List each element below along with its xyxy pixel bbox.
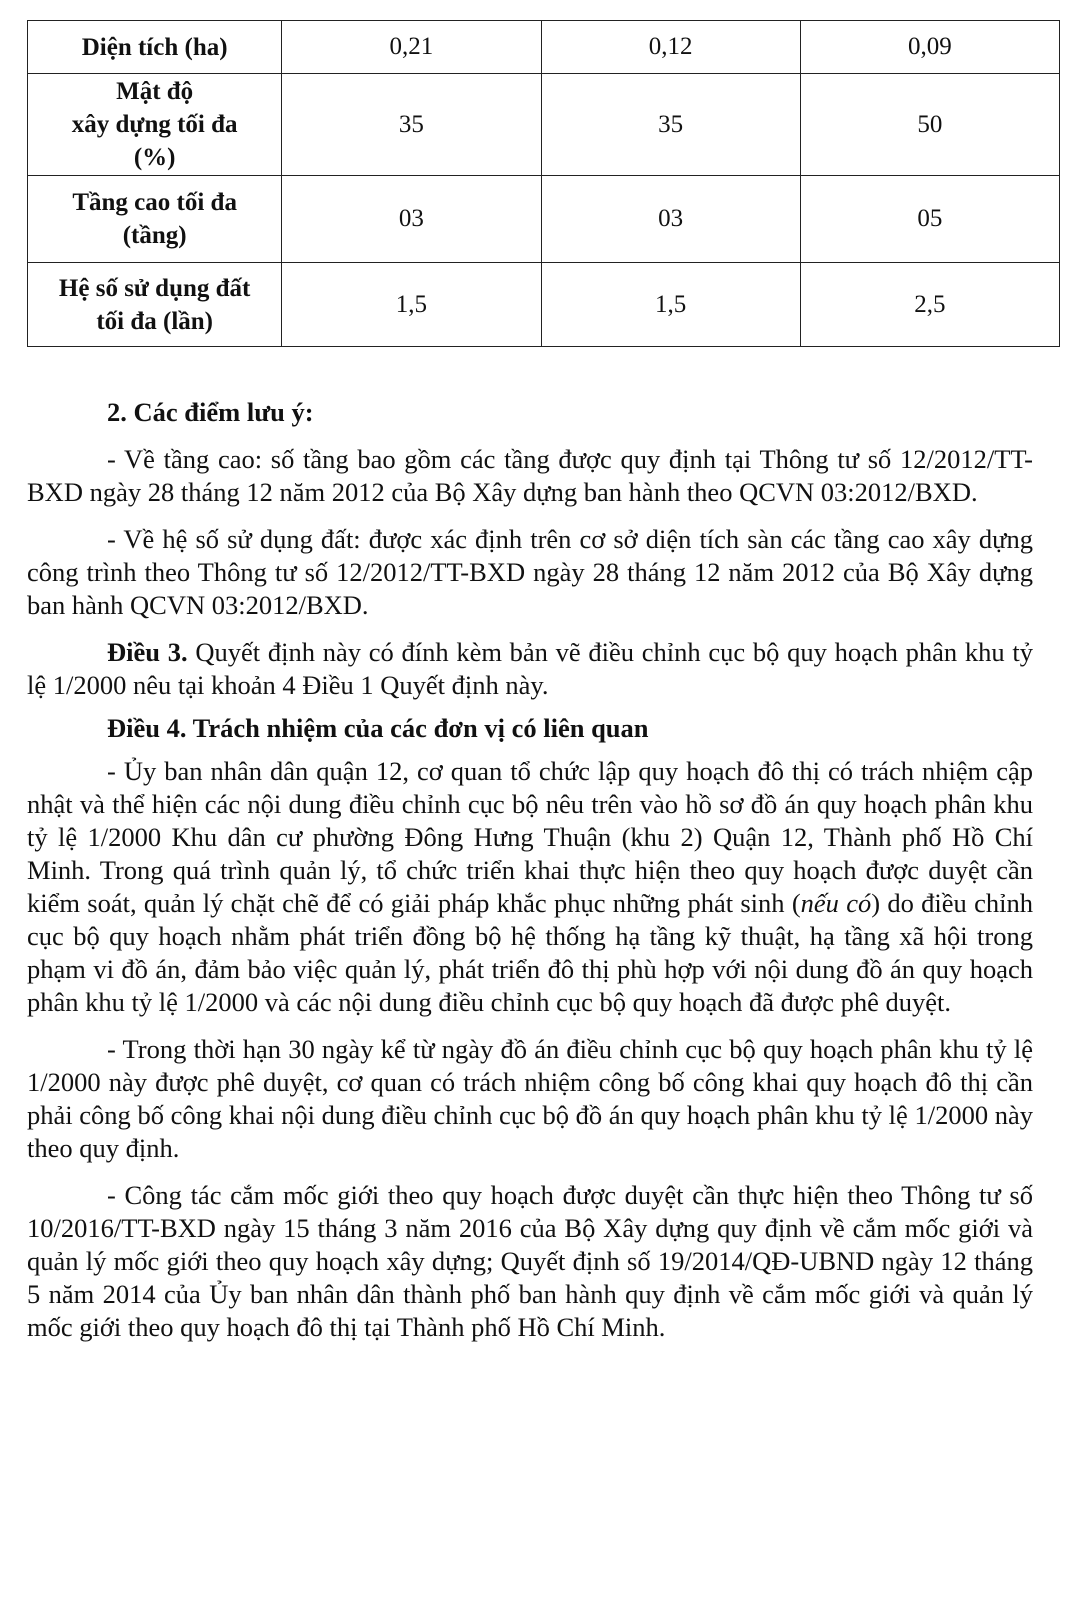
label-line: tối đa (lần) <box>96 307 213 335</box>
table-cell: 03 <box>282 176 541 263</box>
table-row <box>28 21 1060 74</box>
label-line: (tầng) <box>122 222 187 249</box>
row-label-density <box>28 74 282 176</box>
table-cell: 0,21 <box>282 21 541 74</box>
table-cell: 0,12 <box>541 21 800 74</box>
table-cell: 35 <box>541 74 800 176</box>
italic-text: nếu có <box>800 888 872 918</box>
row-label-floors <box>28 176 282 263</box>
table-row <box>28 176 1060 263</box>
paragraph: - Về hệ số sử dụng đất: được xác định trên cơ sở diện tích sàn các tầng cao xây dựng công trình theo Thông tư số 12/2012/TT-BXD ngày 28 tháng 12 năm 2012 của Bộ Xây dựng ban hành QCVN 03:2012/BXD. <box>27 524 1033 620</box>
table-cell: 50 <box>800 74 1059 176</box>
table-row <box>28 74 1060 176</box>
table-cell: 05 <box>800 176 1059 263</box>
article-title: Điều 3. <box>107 637 188 667</box>
table-cell: 35 <box>282 74 541 176</box>
table-cell: 03 <box>541 176 800 263</box>
article-text: Quyết định này có đính kèm bản vẽ điều chỉnh cục bộ quy hoạch phân khu tỷ lệ 1/2000 nêu tại khoản 4 Điều 1 Quyết định này. <box>27 637 1033 700</box>
table-cell: 1,5 <box>541 263 800 347</box>
row-label-area: Diện tích (ha) <box>28 21 282 74</box>
paragraph: - Công tác cắm mốc giới theo quy hoạch được duyệt cần thực hiện theo Thông tư số 10/2016/TT-BXD ngày 15 tháng 3 năm 2016 của Bộ Xây dựng quy định về cắm mốc giới và quản lý mốc giới theo quy hoạch xây dựng; Quyết định số 19/2014/QĐ-UBND ngày 12 tháng 5 năm 2014 của Ủy ban nhân dân thành phố ban hành quy định về cắm mốc giới và quản lý mốc giới theo quy hoạch đô thị tại Thành phố Hồ Chí Minh. <box>27 1180 1033 1342</box>
label-line: Mật độ <box>116 78 194 105</box>
paragraph: - Về tầng cao: số tầng bao gồm các tầng được quy định tại Thông tư số 12/2012/TT-BXD ngày 28 tháng 12 năm 2012 của Bộ Xây dựng ban hành theo QCVN 03:2012/BXD. <box>27 444 1033 507</box>
document-body <box>27 396 1033 1358</box>
label-line: xây dựng tối đa <box>71 111 238 138</box>
label-line: Tầng cao tối đa <box>72 189 237 216</box>
paragraph-text: ) do điều chỉnh cục bộ quy hoạch nhằm phát triển đồng bộ hệ thống hạ tầng kỹ thuật, hạ tầng xã hội trong phạm vi đồ án, đảm bảo việc quản lý, phát triển đô thị phù hợp với nội dung đồ án quy hoạch phân khu tỷ lệ 1/2000 và các nội dung điều chỉnh cục bộ quy hoạch đã được phê duyệt. <box>27 888 1033 1017</box>
section-heading: 2. Các điểm lưu ý: <box>107 397 314 427</box>
planning-indicators-table <box>27 20 1060 347</box>
label-line: (%) <box>133 144 176 171</box>
label-line: Hệ số sử dụng đất <box>58 274 251 302</box>
table-cell: 0,09 <box>800 21 1059 74</box>
row-label-land-use-coefficient <box>28 263 282 347</box>
table-cell: 1,5 <box>282 263 541 347</box>
article-3-paragraph <box>27 636 1033 702</box>
paragraph: - Trong thời hạn 30 ngày kể từ ngày đồ án điều chỉnh cục bộ quy hoạch phân khu tỷ lệ 1/2000 này được phê duyệt, cơ quan có trách nhiệm công bố công khai quy hoạch đô thị cần phải công bố công khai nội dung điều chỉnh cục bộ đồ án quy hoạch phân khu tỷ lệ 1/2000 này theo quy định. <box>27 1034 1033 1163</box>
article-heading: Điều 4. Trách nhiệm của các đơn vị có liên quan <box>107 713 649 743</box>
paragraph-text: - Ủy ban nhân dân quận 12, cơ quan tổ chức lập quy hoạch đô thị có trách nhiệm cập nhật và thể hiện các nội dung điều chỉnh cục bộ nêu trên vào hồ sơ đồ án quy hoạch phân khu tỷ lệ 1/2000 Khu dân cư phường Đông Hưng Thuận (khu 2) Quận 12, Thành phố Hồ Chí Minh. Trong quá trình quản lý, tổ chức triển khai thực hiện theo quy hoạch được duyệt cần kiểm soát, quản lý chặt chẽ để có giải pháp khắc phục những phát sinh ( <box>27 756 1033 918</box>
paragraph <box>27 755 1033 1019</box>
table-row <box>28 263 1060 347</box>
table-cell: 2,5 <box>800 263 1059 347</box>
